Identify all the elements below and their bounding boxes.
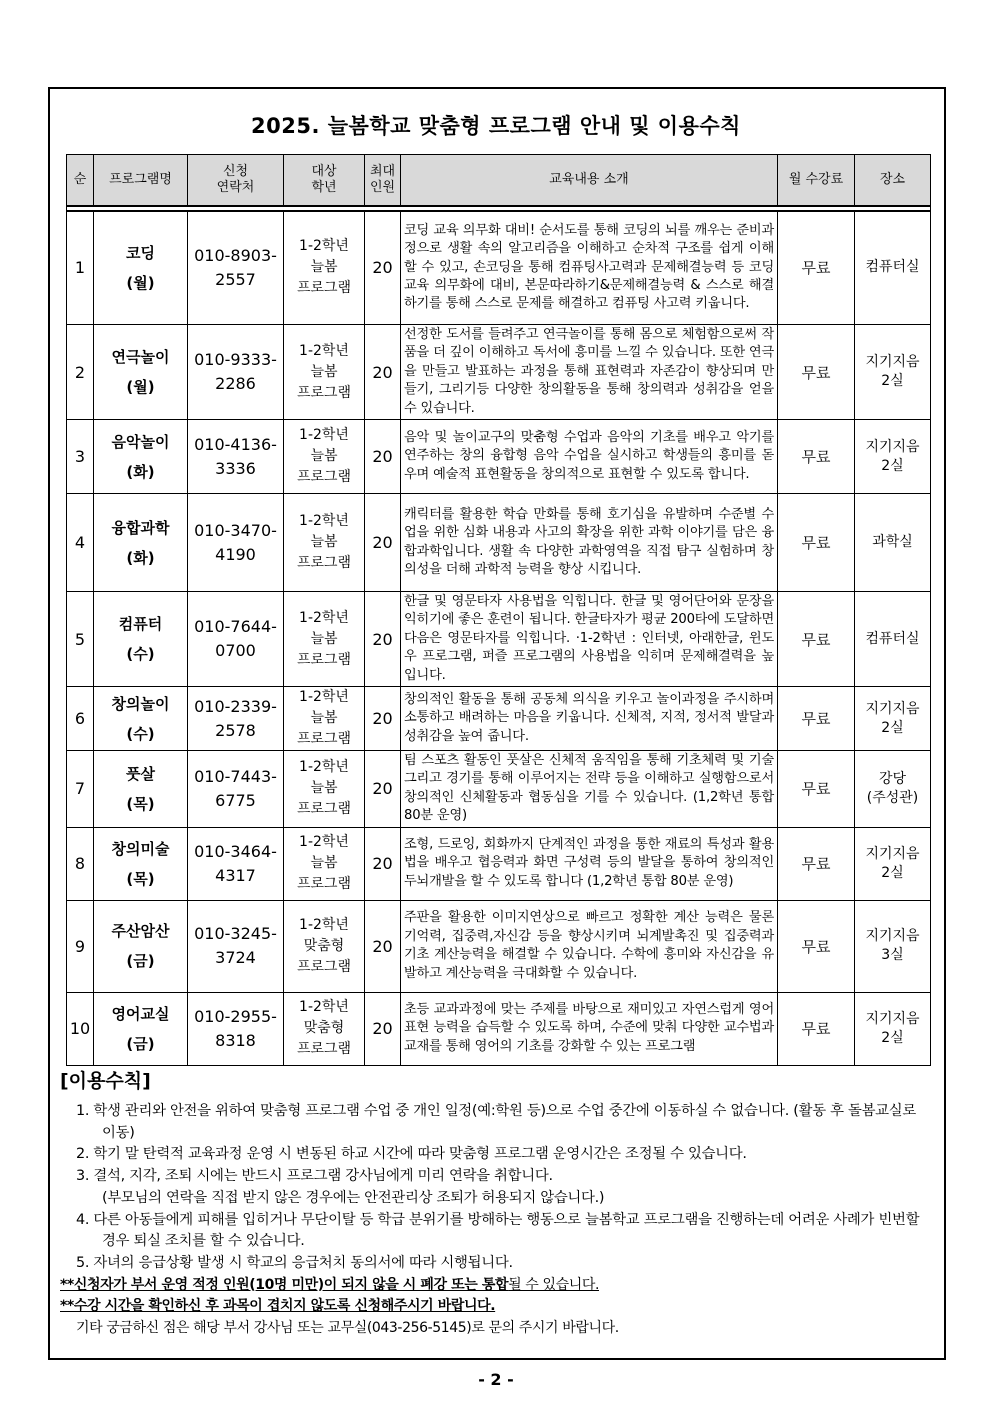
rules-section: [60, 1066, 930, 1339]
row-number: 2: [67, 325, 94, 420]
program-place: [855, 687, 931, 751]
header-contact: [188, 155, 284, 206]
table-row: [67, 827, 931, 900]
row-number: 5: [67, 592, 94, 687]
place-line2: 2실: [881, 719, 904, 736]
row-number: 7: [67, 751, 94, 828]
target-grade: [284, 992, 365, 1065]
table-header-row: [67, 155, 931, 206]
phone-line2: 0700: [215, 641, 256, 661]
program-description: 조형, 드로잉, 회화까지 단계적인 과정을 통한 재료의 특성과 활용법을 배우고 협응력과 화면 구성력 등의 발달을 통하여 창의적인 두뇌개발을 할 수 있도록 합니다 (1,2학년 통합 80분 운영): [401, 827, 778, 900]
grade-text: 1-2학년: [299, 916, 349, 933]
rules-heading: [이용수칙]: [60, 1070, 151, 1092]
place-line1: 지기지음: [865, 354, 920, 371]
place-line1: 지기지음: [865, 845, 920, 862]
place-line1: 지기지음: [865, 700, 920, 717]
row-number: 1: [67, 211, 94, 325]
program-name: [94, 900, 188, 992]
grade-text: 1-2학년: [299, 689, 349, 706]
program-day: (화): [126, 548, 155, 567]
header-contact-line1: 신청: [222, 163, 249, 179]
max-capacity: 20: [365, 420, 401, 494]
max-capacity: 20: [365, 592, 401, 687]
table-row: [67, 687, 931, 751]
row-number: 8: [67, 827, 94, 900]
phone-line2: 8318: [215, 1030, 256, 1050]
monthly-fee: 무료: [778, 827, 855, 900]
max-capacity: 20: [365, 751, 401, 828]
target-grade: [284, 211, 365, 325]
program-name: [94, 494, 188, 592]
phone-line2: 2286: [215, 374, 256, 394]
header-target: [284, 155, 365, 206]
contact-phone: [188, 687, 284, 751]
contact-phone: [188, 325, 284, 420]
program-type-1: 늘봄: [310, 259, 338, 276]
program-description: 한글 및 영문타자 사용법을 익힙니다. 한글 및 영어단어와 문장을 익히기에 좋은 훈련이 됩니다. 한글타자가 평균 200타에 도달하면 다음은 영문타자를 익힙니다. ·1-2학년 : 인터넷, 아래한글, 윈도우 프로그램, 퍼즐 프로그램의 사용법을 익히며 문제해결력을 높입니다.: [401, 592, 778, 687]
header-contact-line2: 연락처: [216, 179, 255, 195]
program-name-text: 연극놀이: [111, 348, 170, 367]
table-row: [67, 211, 931, 325]
max-capacity: 20: [365, 211, 401, 325]
grade-text: 1-2학년: [299, 342, 349, 359]
header-max-line1: 최대: [369, 163, 396, 179]
table-row: [67, 900, 931, 992]
max-capacity: 20: [365, 687, 401, 751]
program-type-1: 늘봄: [310, 534, 338, 551]
program-type-2: 프로그램: [296, 555, 352, 572]
row-number: 3: [67, 420, 94, 494]
rule-item-2: 2. 학기 말 탄력적 교육과정 운영 시 변동된 하교 시간에 따라 맞춤형 프로그램 운영시간은 조정될 수 있습니다.: [76, 1146, 747, 1163]
table-row: [67, 592, 931, 687]
grade-text: 1-2학년: [299, 238, 349, 255]
place-line1: 강당: [878, 770, 907, 787]
rule-item-3-sub: (부모님의 연락을 직접 받지 않은 경우에는 안전관리상 조퇴가 허용되지 않습니다.): [102, 1189, 605, 1206]
program-place: [855, 420, 931, 494]
row-number: 9: [67, 900, 94, 992]
place-line1: 과학실: [872, 534, 913, 551]
target-grade: [284, 751, 365, 828]
inquiry-text: 기타 궁금하신 점은 해당 부서 강사님 또는 교무실(043-256-5145)로 문의 주시기 바랍니다.: [76, 1319, 619, 1336]
row-number: 4: [67, 494, 94, 592]
max-capacity: 20: [365, 325, 401, 420]
grade-text: 1-2학년: [299, 427, 349, 444]
program-day: (화): [126, 462, 155, 481]
table-row: [67, 420, 931, 494]
phone-line1: 010-7443-: [194, 766, 277, 786]
program-place: [855, 592, 931, 687]
program-name-text: 컴퓨터: [118, 615, 163, 634]
place-line1: 컴퓨터실: [865, 630, 920, 647]
target-grade: [284, 687, 365, 751]
target-grade: [284, 494, 365, 592]
program-type-2: 프로그램: [296, 469, 352, 486]
place-line1: 지기지음: [865, 928, 920, 945]
program-type-1: 늘봄: [310, 363, 338, 380]
rules-list: [60, 1101, 930, 1275]
place-line2: 2실: [881, 1029, 904, 1046]
program-type-2: 프로그램: [296, 1041, 352, 1058]
page-number: - 2 -: [478, 1370, 514, 1389]
program-description: 캐릭터를 활용한 학습 만화를 통해 호기심을 유발하며 수준별 수업을 위한 심화 내용과 사고의 확장을 위한 과학 이야기를 담은 융합과학입니다. 생활 속 다양한 과학영역을 직접 탐구 실험하며 창의성을 더해 과학적 능력을 향상 시킵니다.: [401, 494, 778, 592]
row-number: 6: [67, 687, 94, 751]
program-description: 주판을 활용한 이미지연상으로 빠르고 정확한 계산 능력은 물론 기억력, 집중력,자신감 등을 향상시키며 뇌계발촉진 및 집중력과 기초 계산능력을 해결할 수 있습니다. 수학에 흥미와 자신감을 유발하고 계산능력을 극대화할 수 있습니다.: [401, 900, 778, 992]
contact-phone: [188, 900, 284, 992]
monthly-fee: 무료: [778, 211, 855, 325]
contact-phone: [188, 827, 284, 900]
phone-line1: 010-3464-: [194, 841, 277, 861]
place-line2: 3실: [881, 947, 904, 964]
place-line2: 2실: [881, 457, 904, 474]
target-grade: [284, 900, 365, 992]
program-day: (수): [126, 645, 155, 664]
rule-item-5: 5. 자녀의 응급상황 발생 시 학교의 응급처치 동의서에 따라 시행됩니다.: [76, 1254, 513, 1271]
phone-line1: 010-2955-: [194, 1006, 277, 1026]
program-type-1: 늘봄: [310, 780, 338, 797]
place-line2: (주성관): [866, 789, 919, 806]
phone-line1: 010-7644-: [194, 617, 277, 637]
program-place: [855, 325, 931, 420]
table-row: [67, 494, 931, 592]
program-place: [855, 751, 931, 828]
monthly-fee: 무료: [778, 592, 855, 687]
place-line1: 지기지음: [865, 438, 920, 455]
program-type-2: 프로그램: [296, 731, 352, 748]
target-grade: [284, 827, 365, 900]
grade-text: 1-2학년: [299, 834, 349, 851]
phone-line2: 4317: [215, 865, 256, 885]
program-type-2: 프로그램: [296, 958, 352, 975]
place-line2: 2실: [881, 373, 904, 390]
program-name-text: 창의놀이: [111, 694, 170, 713]
phone-line1: 010-3470-: [194, 520, 277, 540]
program-name: [94, 827, 188, 900]
program-name: [94, 420, 188, 494]
table-row: [67, 325, 931, 420]
rule-item-1: 1. 학생 관리와 안전을 위하여 맞춤형 프로그램 수업 중 개인 일정(예:학원 등)으로 수업 중간에 이동하실 수 없습니다. (활동 후 돌봄교실로 이동): [76, 1103, 916, 1141]
program-type-2: 프로그램: [296, 384, 352, 401]
program-type-2: 프로그램: [296, 876, 352, 893]
monthly-fee: 무료: [778, 494, 855, 592]
program-name-text: 영어교실: [111, 1004, 170, 1023]
place-line1: 컴퓨터실: [865, 259, 920, 276]
program-place: [855, 827, 931, 900]
program-type-2: 프로그램: [296, 280, 352, 297]
program-day: (월): [126, 378, 155, 397]
monthly-fee: 무료: [778, 687, 855, 751]
max-capacity: 20: [365, 992, 401, 1065]
program-description: 코딩 교육 의무화 대비! 순서도를 통해 코딩의 뇌를 깨우는 준비과정으로 생활 속의 알고리즘을 이해하고 순차적 구조를 쉽게 이해 할 수 있고, 손코딩을 통해 컴퓨팅사고력과 문제해결능력 등 코딩교육 의무화에 대비, 본문따라하기&문제해결능력 & 스스로 해결하기를 통해 스스로 문제를 해결하고 컴퓨팅 사고력 키웁니다.: [401, 211, 778, 325]
phone-line1: 010-2339-: [194, 696, 277, 716]
target-grade: [284, 325, 365, 420]
program-name: [94, 992, 188, 1065]
phone-line2: 6775: [215, 790, 256, 810]
program-type-1: 맞춤형: [303, 1020, 345, 1037]
max-capacity: 20: [365, 494, 401, 592]
contact-phone: [188, 211, 284, 325]
monthly-fee: 무료: [778, 325, 855, 420]
program-day: (수): [126, 724, 155, 743]
rule-item-3: 3. 결석, 지각, 조퇴 시에는 반드시 프로그램 강사님에게 미리 연락을 취합니다.: [76, 1168, 553, 1185]
program-name-text: 창의미술: [111, 839, 170, 858]
program-day: (목): [126, 869, 155, 888]
table-row: [67, 751, 931, 828]
note-schedule: **수강 시간을 확인하신 후 과목이 겹치지 않도록 신청해주시기 바랍니다.: [60, 1297, 496, 1314]
phone-line1: 010-8903-: [194, 245, 277, 265]
grade-text: 1-2학년: [299, 609, 349, 626]
monthly-fee: 무료: [778, 751, 855, 828]
program-day: (금): [126, 1034, 155, 1053]
contact-phone: [188, 592, 284, 687]
phone-line1: 010-9333-: [194, 350, 277, 370]
program-type-1: 늘봄: [310, 855, 338, 872]
program-type-1: 늘봄: [310, 710, 338, 727]
program-description: 창의적인 활동을 통해 공동체 의식을 키우고 놀이과정을 주시하며 소통하고 배려하는 마음을 키웁니다. 신체적, 지적, 정서적 발달과 성취감을 높여 줍니다.: [401, 687, 778, 751]
program-type-2: 프로그램: [296, 651, 352, 668]
monthly-fee: 무료: [778, 992, 855, 1065]
header-name: 프로그램명: [94, 155, 188, 206]
program-type-1: 맞춤형: [303, 937, 345, 954]
program-place: [855, 211, 931, 325]
header-target-line2: 학년: [311, 179, 337, 195]
page-title: 2025. 늘봄학교 맞춤형 프로그램 안내 및 이용수칙: [251, 114, 741, 138]
target-grade: [284, 420, 365, 494]
program-day: (금): [126, 952, 155, 971]
program-description: 팀 스포츠 활동인 풋살은 신체적 움직임을 통해 기초체력 및 기술 그리고 경기를 통해 이루어지는 전략 등을 이해하고 실행함으로서 창의적인 신체활동과 협동심을 기를 수 있습니다. (1,2학년 통합 80분 운영): [401, 751, 778, 828]
phone-line1: 010-3245-: [194, 924, 277, 944]
place-line1: 지기지음: [865, 1010, 920, 1027]
contact-phone: [188, 494, 284, 592]
program-type-1: 늘봄: [310, 630, 338, 647]
header-max-line2: 인원: [369, 179, 396, 195]
phone-line1: 010-4136-: [194, 434, 277, 454]
program-day: (목): [126, 794, 155, 813]
grade-text: 1-2학년: [299, 759, 349, 776]
program-place: [855, 900, 931, 992]
program-place: [855, 494, 931, 592]
program-name-text: 융합과학: [111, 518, 170, 537]
place-line2: 2실: [881, 864, 904, 881]
phone-line2: 3724: [215, 948, 256, 968]
program-type-1: 늘봄: [310, 448, 338, 465]
program-place: [855, 992, 931, 1065]
note-closure-tail: 될 수 있습니다.: [508, 1276, 599, 1293]
header-target-line1: 대상: [311, 163, 337, 179]
rule-item-4: 4. 다른 아동들에게 피해를 입히거나 무단이탈 등 학급 분위기를 방해하는 행동으로 늘봄학교 프로그램을 진행하는데 어려운 사례가 빈번할 경우 퇴실 조치를 할 수 있습니다.: [76, 1211, 920, 1250]
note-closure: [60, 1275, 930, 1296]
max-capacity: 20: [365, 900, 401, 992]
target-grade: [284, 592, 365, 687]
header-place: 장소: [855, 155, 931, 206]
program-name: [94, 211, 188, 325]
table-row: [67, 992, 931, 1065]
program-name-text: 음악놀이: [111, 432, 170, 451]
program-day: (월): [126, 273, 155, 292]
program-name: [94, 325, 188, 420]
program-description: 초등 교과과정에 맞는 주제를 바탕으로 재미있고 자연스럽게 영어표현 능력을 습득할 수 있도록 하며, 수준에 맞춰 다양한 교수법과 교재를 통해 영어의 기초를 강화할 수 있는 프로그램: [401, 992, 778, 1065]
note-closure-bold: **신청자가 부서 운영 적정 인원(10명 미만)이 되지 않을 시 폐강 또는 통합: [60, 1276, 509, 1293]
program-name: [94, 592, 188, 687]
grade-text: 1-2학년: [299, 513, 349, 530]
phone-line2: 2557: [215, 269, 256, 289]
program-name: [94, 687, 188, 751]
header-no: 순: [67, 155, 94, 206]
monthly-fee: 무료: [778, 900, 855, 992]
phone-line2: 4190: [215, 544, 256, 564]
contact-phone: [188, 420, 284, 494]
phone-line2: 3336: [215, 458, 256, 478]
program-name: [94, 751, 188, 828]
row-number: 10: [67, 992, 94, 1065]
grade-text: 1-2학년: [299, 999, 349, 1016]
program-description: 음악 및 놀이교구의 맞춤형 수업과 음악의 기초를 배우고 악기를 연주하는 창의 융합형 음악 수업을 실시하고 학생들의 흥미를 돋우며 예술적 표현활동을 창의적으로 표현할 수 있도록 합니다.: [401, 420, 778, 494]
program-name-text: 주산암산: [111, 922, 170, 941]
header-desc: 교육내용 소개: [401, 155, 778, 206]
contact-phone: [188, 992, 284, 1065]
max-capacity: 20: [365, 827, 401, 900]
phone-line2: 2578: [215, 720, 256, 740]
monthly-fee: 무료: [778, 420, 855, 494]
program-table: [66, 154, 931, 1066]
header-max: [365, 155, 401, 206]
program-name-text: 코딩: [126, 243, 155, 262]
program-description: 선정한 도서를 들려주고 연극놀이를 통해 몸으로 체험함으로써 작품을 더 깊이 이해하고 독서에 흥미를 느낄 수 있습니다. 또한 연극을 만들고 발표하는 과정을 통해 표현력과 자존감이 향상되며 만들기, 그리기등 다양한 창의활동을 통해 창의력과 성취감을 얻을 수 있습니다.: [401, 325, 778, 420]
header-fee: 월 수강료: [778, 155, 855, 206]
program-type-2: 프로그램: [296, 801, 352, 818]
program-name-text: 풋살: [126, 764, 155, 783]
contact-phone: [188, 751, 284, 828]
